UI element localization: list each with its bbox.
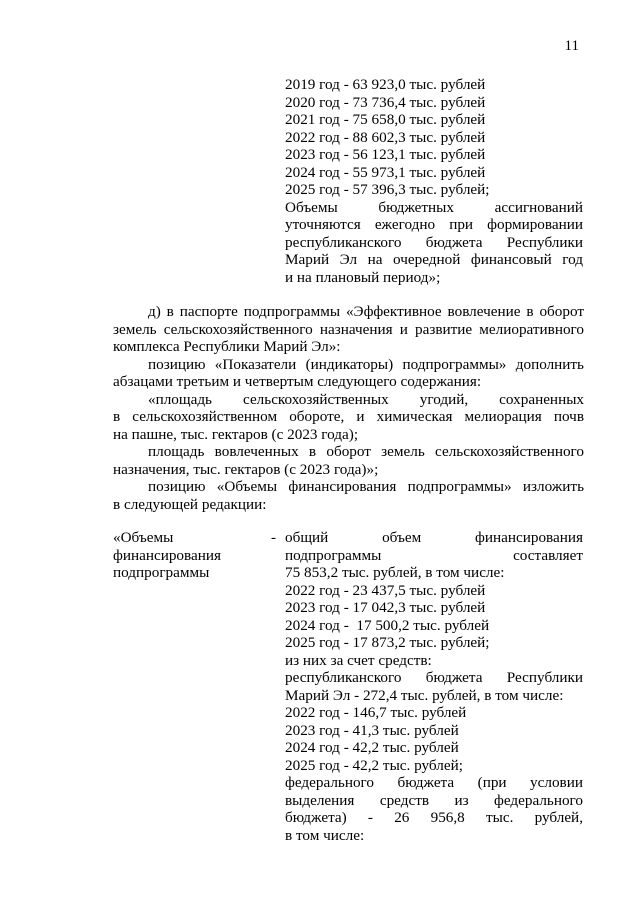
- year-line: 2019 год - 63 923,0 тыс. рублей: [285, 76, 486, 93]
- table-left-line: подпрограммы: [113, 564, 210, 581]
- page-number: 11: [564, 38, 579, 54]
- table-right-line: 2024 год - 17 500,2 тыс. рублей: [285, 616, 490, 634]
- table-right-line: Марий Эл - 272,4 тыс. рублей, в том числе:: [285, 686, 564, 704]
- note-line: Объемы бюджетных ассигнований: [285, 198, 583, 216]
- paragraph-line: назначения, тыс. гектаров (с 2023 года)»;: [113, 460, 379, 478]
- paragraph-line: площадь вовлеченных в оборот земель сельскохозяйственного: [148, 443, 584, 460]
- table-right-line: из них за счет средств:: [285, 651, 432, 669]
- table-right-line: 2024 год - 42,2 тыс. рублей: [285, 739, 459, 756]
- paragraph-line: земель сельскохозяйственного назначения и развитие мелиоративного: [113, 320, 584, 338]
- table-right-line: 2023 год - 41,3 тыс. рублей: [285, 721, 459, 739]
- paragraph-line: позицию «Объемы финансирования подпрограммы» изложить: [148, 478, 584, 495]
- table-right-line: 2022 год - 146,7 тыс. рублей: [285, 704, 467, 721]
- paragraph-line: на пашне, тыс. гектаров (с 2023 года);: [113, 425, 359, 443]
- table-right-line: 75 853,2 тыс. рублей, в том числе:: [285, 564, 505, 581]
- note-line: республиканского бюджета Республики: [285, 233, 583, 251]
- table-right-line: выделения средств из федерального: [285, 791, 583, 809]
- paragraph-line: в сельскохозяйственном обороте, и химическая мелиорация почв: [113, 408, 584, 425]
- year-line: 2020 год - 73 736,4 тыс. рублей: [285, 93, 486, 111]
- year-line: 2025 год - 57 396,3 тыс. рублей;: [285, 181, 490, 198]
- year-line: 2021 год - 75 658,0 тыс. рублей: [285, 111, 486, 128]
- year-line: 2023 год - 56 123,1 тыс. рублей: [285, 146, 486, 163]
- table-right-line: подпрограммы составляет: [285, 546, 583, 564]
- table-right-line: 2023 год - 17 042,3 тыс. рублей: [285, 599, 486, 616]
- paragraph-line: «площадь сельскохозяйственных угодий, сохраненных: [148, 390, 584, 408]
- year-line: 2024 год - 55 973,1 тыс. рублей: [285, 163, 486, 181]
- paragraph-line: в следующей редакции:: [113, 495, 267, 513]
- paragraph-line: д) в паспорте подпрограммы «Эффективное вовлечение в оборот: [148, 303, 584, 320]
- table-right-line: 2022 год - 23 437,5 тыс. рублей: [285, 581, 486, 599]
- paragraph-line: абзацами третьим и четвертым следующего содержания:: [113, 373, 482, 390]
- table-left-line: финансирования: [113, 546, 221, 564]
- table-right-line: в том числе:: [285, 826, 365, 844]
- table-right-line: республиканского бюджета Республики: [285, 669, 583, 686]
- paragraph-line: позицию «Показатели (индикаторы) подпрограммы» дополнить: [148, 355, 584, 373]
- table-left-line: «Объемы: [113, 529, 174, 546]
- table-right-line: общий объем финансирования: [285, 529, 583, 546]
- table-right-line: федерального бюджета (при условии: [285, 774, 583, 791]
- table-right-line: 2025 год - 42,2 тыс. рублей;: [285, 756, 463, 774]
- note-line: Марий Эл на очередной финансовый год: [285, 251, 583, 268]
- note-line: уточняются ежегодно при формировании: [285, 216, 583, 233]
- paragraph-line: комплекса Республики Марий Эл»:: [113, 338, 341, 355]
- year-line: 2022 год - 88 602,3 тыс. рублей: [285, 128, 486, 146]
- table-right-line: бюджета) - 26 956,8 тыс. рублей,: [285, 809, 583, 826]
- note-line: и на плановый период»;: [285, 268, 441, 286]
- table-dash: -: [271, 529, 277, 546]
- table-right-line: 2025 год - 17 873,2 тыс. рублей;: [285, 634, 490, 651]
